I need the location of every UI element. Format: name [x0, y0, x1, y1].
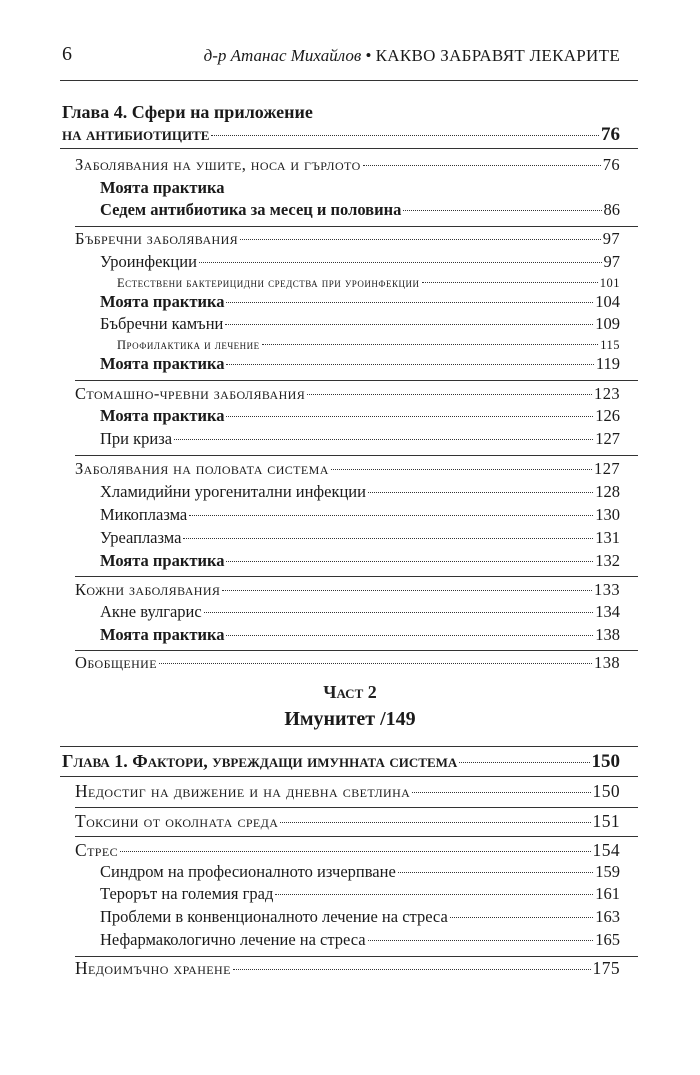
leader-dots	[226, 302, 593, 303]
toc-entry[interactable]	[100, 354, 620, 374]
toc-entry-page: 128	[595, 482, 620, 501]
toc-entry[interactable]	[100, 200, 620, 220]
toc-entry[interactable]	[100, 884, 620, 904]
toc-entry-title: Седем антибиотика за месец и половина	[100, 200, 402, 219]
toc-entry-title: Акне вулгарис	[100, 602, 202, 621]
section-rule	[75, 226, 638, 227]
leader-dots	[225, 324, 593, 325]
leader-dots	[368, 492, 593, 493]
toc-entry-title: Моята практика	[100, 354, 225, 373]
header-separator: •	[365, 46, 372, 65]
leader-dots	[120, 851, 591, 852]
toc-entry-page: 154	[592, 840, 620, 860]
section-rule	[75, 807, 638, 808]
toc-entry-page: 151	[592, 811, 620, 831]
toc-entry-title: Стрес	[75, 840, 119, 860]
toc-entry-title: Естествени бактерицидни средства при уроинфекции	[117, 276, 420, 290]
toc-entry[interactable]	[100, 406, 620, 426]
toc-entry[interactable]	[75, 155, 620, 175]
leader-dots	[189, 515, 593, 516]
toc-entry-page: 123	[594, 384, 620, 403]
part-title: Имунитет /149	[284, 708, 416, 730]
leader-dots	[159, 663, 592, 664]
leader-dots	[331, 469, 592, 470]
leader-dots	[226, 416, 593, 417]
toc-entry-title: Хламидийни урогенитални инфекции	[100, 482, 366, 501]
toc-entry-page: 86	[603, 200, 620, 219]
toc-entry-title: Заболявания на ушите, носа и гърлото	[75, 155, 361, 174]
toc-entry-title: Бъбречни камъни	[100, 314, 224, 333]
toc-entry-page: 133	[594, 580, 620, 599]
toc-entry-title: Кожни заболявания	[75, 580, 221, 599]
toc-entry-page: 150	[591, 751, 620, 772]
section-rule	[75, 836, 638, 837]
chapter4-rule	[60, 148, 638, 149]
chapter1-rule	[60, 776, 638, 777]
running-title	[204, 46, 620, 66]
toc-entry-title: Стомашно-чревни заболявания	[75, 384, 306, 403]
toc-entry[interactable]	[75, 229, 620, 249]
leader-dots	[363, 165, 601, 166]
toc-entry[interactable]	[100, 292, 620, 312]
toc-entry-title: Уреаплазма	[100, 528, 182, 547]
toc-entry-page: 97	[603, 252, 620, 271]
toc-entry-page: 161	[595, 884, 620, 903]
leader-dots	[422, 282, 598, 283]
toc-entry-title: Глава 1. Фактори, увреждащи имунната система	[62, 751, 458, 771]
toc-entry-title: Моята практика	[100, 406, 225, 425]
toc-entry[interactable]	[100, 930, 620, 950]
toc-entry-title: Недоимъчно хранене	[75, 958, 231, 978]
leader-dots	[183, 538, 593, 539]
toc-entry-page: 127	[594, 459, 620, 478]
toc-entry-page: 101	[599, 276, 620, 290]
toc-entry-page: 165	[595, 930, 620, 949]
leader-dots	[368, 940, 594, 941]
toc-entry-title: Моята практика	[100, 292, 225, 311]
toc-entry[interactable]	[100, 551, 620, 571]
toc-entry[interactable]	[117, 338, 620, 353]
toc-entry[interactable]	[117, 276, 620, 291]
toc-entry[interactable]	[75, 811, 620, 832]
toc-entry[interactable]	[100, 505, 620, 525]
running-header	[0, 0, 700, 80]
leader-dots	[226, 364, 593, 365]
toc-entry-page: 104	[595, 292, 620, 311]
leader-dots	[233, 969, 591, 970]
toc-entry-title: Проблеми в конвенционалното лечение на стреса	[100, 907, 448, 926]
toc-entry[interactable]	[100, 252, 620, 272]
chapter1-title[interactable]	[62, 751, 620, 773]
toc-entry-title: Терорът на големия град	[100, 884, 274, 903]
leader-dots	[211, 135, 599, 136]
chapter4-title-line1: Глава 4. Сфери на приложение	[62, 102, 313, 122]
section-rule	[75, 956, 638, 957]
toc-entry-page: 127	[595, 429, 620, 448]
toc-entry-page: 126	[595, 406, 620, 425]
toc-entry-page: 150	[592, 781, 620, 801]
toc-entry[interactable]	[75, 580, 620, 600]
toc-entry-page: 138	[594, 653, 620, 672]
toc-entry[interactable]	[100, 602, 620, 622]
leader-dots	[307, 394, 592, 395]
toc-entry-page: 97	[602, 229, 620, 248]
toc-entry-page: 115	[600, 338, 620, 352]
toc-entry-title: Обобщение	[75, 653, 157, 672]
leader-dots	[262, 344, 599, 345]
leader-dots	[403, 210, 601, 211]
toc-entry[interactable]	[75, 840, 620, 861]
chapter1-top-rule	[60, 746, 638, 747]
toc-entry-title: Профилактика и лечение	[117, 338, 260, 352]
toc-entry-title: Уроинфекции	[100, 252, 197, 271]
toc-entry[interactable]	[100, 314, 620, 334]
toc-entry-page: 175	[592, 958, 620, 978]
toc-entry-page: 132	[595, 551, 620, 570]
toc-entry-page: 119	[595, 354, 620, 373]
leader-dots	[240, 239, 601, 240]
toc-entry[interactable]	[75, 653, 620, 673]
leader-dots	[226, 561, 593, 562]
header-rule	[60, 80, 638, 81]
toc-entry-page: 76	[602, 155, 620, 174]
toc-entry-page: 76	[601, 124, 620, 145]
leader-dots	[226, 635, 593, 636]
section-rule	[75, 455, 638, 456]
toc-entry[interactable]	[100, 178, 620, 198]
leader-dots	[222, 590, 592, 591]
toc-entry-title: Недостиг на движение и на дневна светлина	[75, 781, 411, 801]
toc-entry[interactable]	[75, 958, 620, 979]
toc-entry-page: 138	[595, 625, 620, 644]
toc-entry-title: Моята практика	[100, 178, 225, 197]
toc-entry-title: Микоплазма	[100, 505, 188, 524]
leader-dots	[275, 894, 593, 895]
toc-entry[interactable]	[100, 625, 620, 645]
leader-dots	[204, 612, 594, 613]
section-rule	[75, 650, 638, 651]
toc-entry-title: Моята практика	[100, 625, 225, 644]
page-number: 6	[62, 43, 72, 65]
section-rule	[75, 576, 638, 577]
toc-entry-page: 159	[595, 862, 620, 881]
toc-entry-title: Моята практика	[100, 551, 225, 570]
toc-entry[interactable]	[100, 528, 620, 548]
leader-dots	[412, 792, 590, 793]
toc-entry-page: 109	[595, 314, 620, 333]
leader-dots	[174, 439, 593, 440]
toc-entry-title: Бъбречни заболявания	[75, 229, 239, 248]
toc-entry-title: Синдром на професионалното изчерпване	[100, 862, 396, 881]
toc-entry[interactable]	[100, 862, 620, 882]
leader-dots	[450, 917, 593, 918]
toc-entry-page: 130	[595, 505, 620, 524]
toc-entry-page: 131	[595, 528, 620, 547]
author-name: д-р Атанас Михайлов	[203, 46, 362, 65]
toc-entry-title: Нефармакологично лечение на стреса	[100, 930, 366, 949]
leader-dots	[280, 822, 590, 823]
toc-entry-title: Токсини от околната среда	[75, 811, 279, 831]
leader-dots	[459, 762, 589, 763]
section-rule	[75, 380, 638, 381]
toc-entry-title: на антибиотиците	[62, 124, 210, 144]
toc-entry[interactable]	[75, 781, 620, 802]
toc-entry[interactable]	[100, 907, 620, 927]
toc-entry-title: При криза	[100, 429, 173, 448]
chapter4-title-line2[interactable]	[62, 124, 620, 146]
toc-entry-title: Заболявания на половата система	[75, 459, 329, 478]
toc-entry-page: 134	[595, 602, 620, 621]
part-label: Част 2	[323, 682, 377, 702]
book-title: КАКВО ЗАБРАВЯТ ЛЕКАРИТЕ	[375, 46, 620, 65]
toc-entry[interactable]	[75, 459, 620, 479]
toc-entry[interactable]	[100, 482, 620, 502]
toc-entry[interactable]	[75, 384, 620, 404]
leader-dots	[398, 872, 593, 873]
toc-entry[interactable]	[100, 429, 620, 449]
toc-entry-page: 163	[595, 907, 620, 926]
leader-dots	[199, 262, 602, 263]
